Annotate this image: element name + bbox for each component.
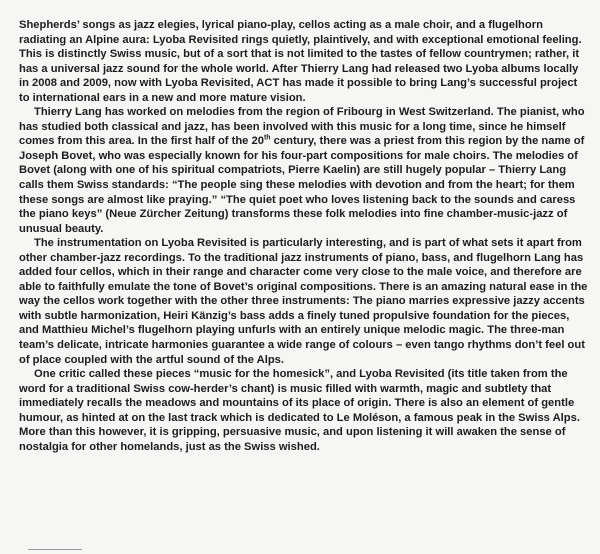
paragraph-intro: Shepherds’ songs as jazz elegies, lyrical piano-play, cellos acting as a male choir, and a flugelhorn radiating an Alpine aura: Lyoba Revisited rings quietly, plaintively, and with exceptional emotional feeling. This is distinctly Swiss music, but of a sort that is not limited to the tastes of fellow countrymen; rather, it has a universal jazz sound for the whole world. After Thierry Lang had released two Lyoba albums locally in 2008 and 2009, now with Lyoba Revisited, ACT has made it possible to bring Lang’s successful project to international ears in a new and more mature vision. bbox=[19, 19, 582, 104]
paragraph-thierry-lang bbox=[19, 105, 590, 236]
paragraph-thierry-lang-part-1: Thierry Lang has worked on melodies from the region of Fribourg in West Switzerland. The pianist, who has studied both classical and jazz, has been involved with this music for a long time, since he himself comes from this area. In the first half of the 20 bbox=[19, 106, 585, 148]
paragraph-critic: One critic called these pieces “music for the homesick”, and Lyoba Revisited (its title taken from the word for a traditional Swiss cow-herder’s chant) is music filled with warmth, magic and subtlety that immediately recalls the meadows and mountains of its place of origin. There is also an element of gentle humour, as hinted at on the last track which is dedicated to Le Moléson, a famous peak in the Swiss Alps. More than this however, it is gripping, persuasive music, and upon listening it will awaken the sense of nostalgia for other homelands, just as the Swiss wished. bbox=[19, 368, 580, 453]
paragraph-thierry-lang-part-2: century, there was a priest from this region by the name of Joseph Bovet, who was especially known for his four-part compositions for male choirs. The melodies of Bovet (along with one of his spiritual compatriots, Pierre Kaelin) are still hugely popular – Thierry Lang calls them Swiss standards: “The people sing these melodies with devotion and from the heart; for them these songs are almost like praying.” “The quiet poet who loves listening back to the sounds and caress the piano keys” (Neue Zürcher Zeitung) transforms these folk melodies into fine chamber-music-jazz of unusual beauty. bbox=[19, 135, 585, 235]
paragraph-instrumentation: The instrumentation on Lyoba Revisited is particularly interesting, and is part of what sets it apart from other chamber-jazz recordings. To the traditional jazz instruments of piano, bass, and flugelhorn Lang has added four cellos, which in their range and character come very close to the male voice, and therefore are able to faithfully emulate the tone of Bovet’s original compositions. There is an amazing natural ease in the way the cellos work together with the other three instruments: The piano marries expressive jazzy accents with subtle harmonization, Heiri Känzig’s bass adds a finely tuned propulsive foundation for the pieces, and Matthieu Michel’s flugelhorn playing unfurls with an entirely unique melodic magic. The three-man team’s delicate, intricate harmonies guarantee a wide range of colours – even tango rhythms don’t feel out of place coupled with the artful sound of the Alps. bbox=[19, 237, 588, 366]
footer-divider bbox=[28, 549, 82, 550]
article-body bbox=[19, 18, 590, 454]
ordinal-suffix: th bbox=[263, 134, 271, 142]
